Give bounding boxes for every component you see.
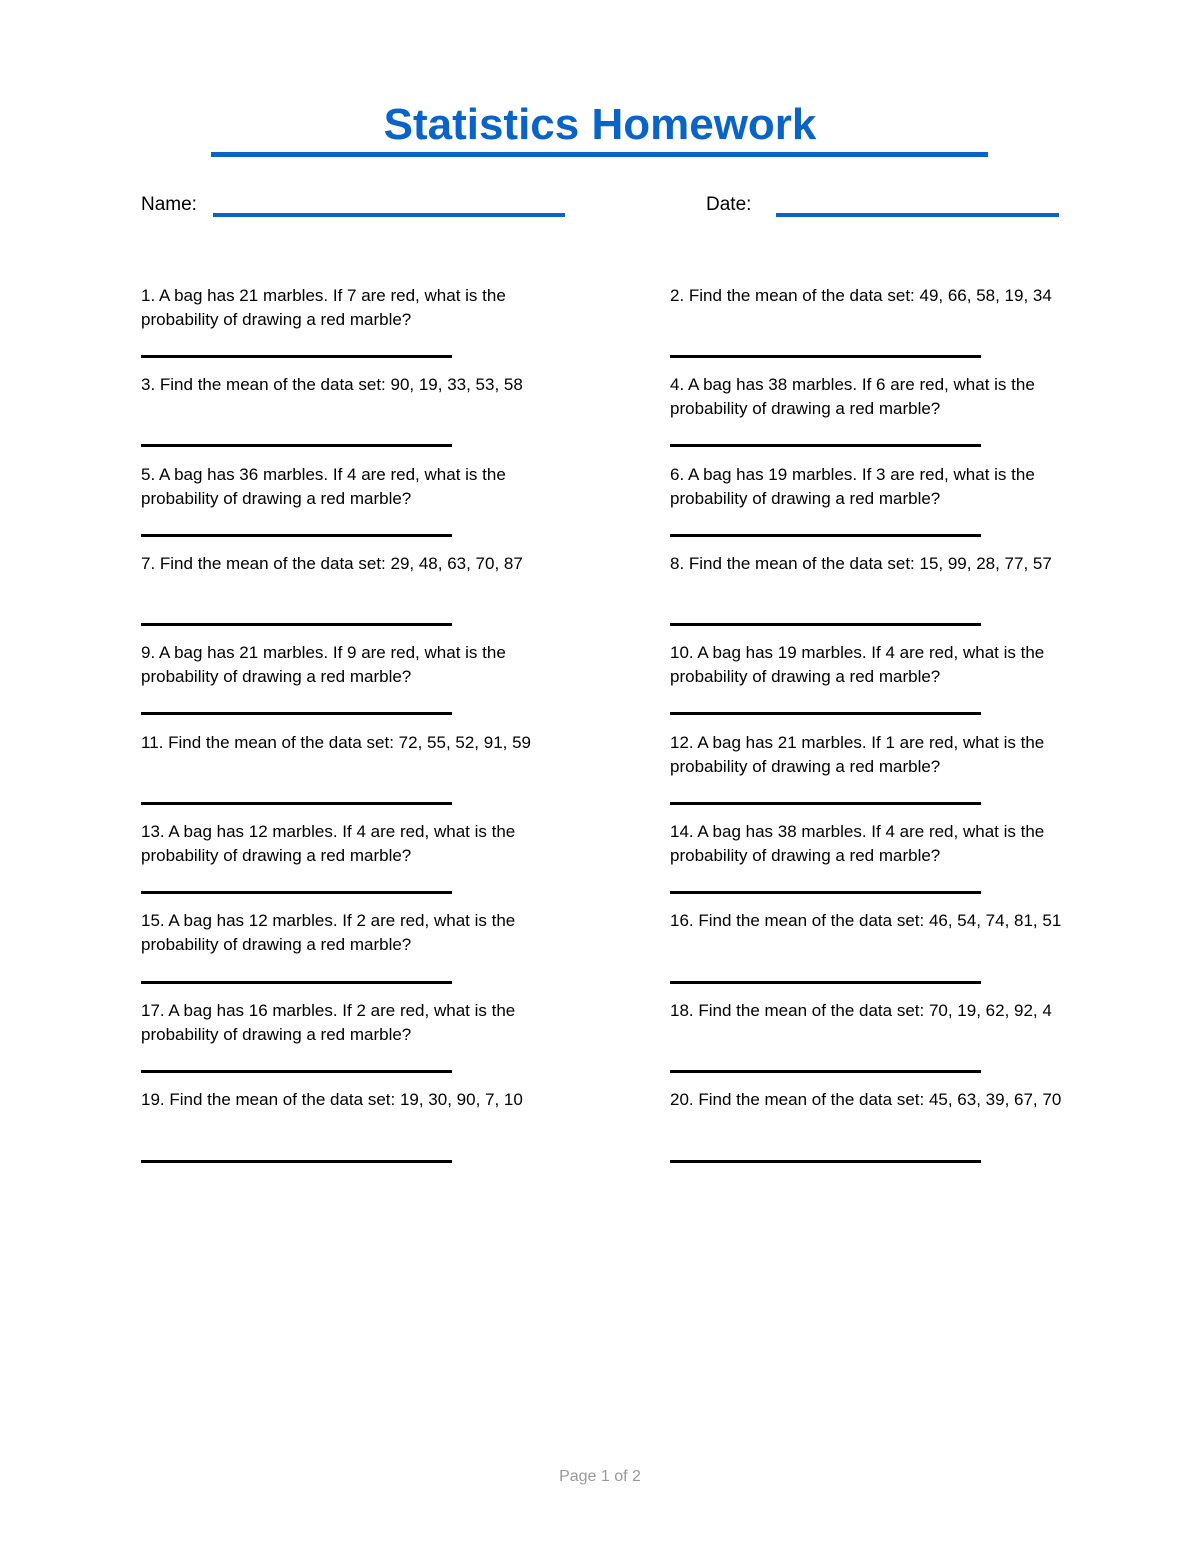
- answer-line-9[interactable]: [141, 712, 452, 715]
- question-7: 7. Find the mean of the data set: 29, 48, 63, 70, 87: [141, 554, 523, 573]
- answer-line-14[interactable]: [670, 891, 981, 894]
- answer-line-13[interactable]: [141, 891, 452, 894]
- page-title: Statistics Homework: [383, 100, 817, 149]
- question-16: 16. Find the mean of the data set: 46, 54, 74, 81, 51: [670, 911, 1062, 930]
- answer-line-11[interactable]: [141, 802, 452, 805]
- question-3: 3. Find the mean of the data set: 90, 19, 33, 53, 58: [141, 375, 523, 394]
- answer-line-17[interactable]: [141, 1070, 452, 1073]
- answer-line-2[interactable]: [670, 355, 981, 358]
- answer-line-10[interactable]: [670, 712, 981, 715]
- question-14: 14. A bag has 38 marbles. If 4 are red, what is the probability of drawing a red marble?: [670, 822, 1045, 865]
- answer-line-1[interactable]: [141, 355, 452, 358]
- answer-line-16[interactable]: [670, 981, 981, 984]
- date-field-line[interactable]: [776, 213, 1059, 217]
- question-12: 12. A bag has 21 marbles. If 1 are red, what is the probability of drawing a red marble?: [670, 733, 1045, 776]
- answer-line-12[interactable]: [670, 802, 981, 805]
- question-13: 13. A bag has 12 marbles. If 4 are red, what is the probability of drawing a red marble?: [141, 822, 516, 865]
- answer-line-15[interactable]: [141, 981, 452, 984]
- answer-line-4[interactable]: [670, 444, 981, 447]
- answer-line-8[interactable]: [670, 623, 981, 626]
- title-underline: [211, 152, 988, 157]
- question-5: 5. A bag has 36 marbles. If 4 are red, what is the probability of drawing a red marble?: [141, 465, 506, 508]
- name-label: Name:: [141, 194, 197, 215]
- name-field-line[interactable]: [213, 213, 565, 217]
- answer-line-18[interactable]: [670, 1070, 981, 1073]
- question-15: 15. A bag has 12 marbles. If 2 are red, what is the probability of drawing a red marble?: [141, 911, 516, 954]
- question-4: 4. A bag has 38 marbles. If 6 are red, what is the probability of drawing a red marble?: [670, 375, 1035, 418]
- answer-line-7[interactable]: [141, 623, 452, 626]
- question-18: 18. Find the mean of the data set: 70, 19, 62, 92, 4: [670, 1001, 1052, 1020]
- answer-line-19[interactable]: [141, 1160, 452, 1163]
- question-10: 10. A bag has 19 marbles. If 4 are red, what is the probability of drawing a red marble?: [670, 643, 1045, 686]
- question-11: 11. Find the mean of the data set: 72, 55, 52, 91, 59: [141, 733, 532, 752]
- question-19: 19. Find the mean of the data set: 19, 30, 90, 7, 10: [141, 1090, 523, 1109]
- answer-line-20[interactable]: [670, 1160, 981, 1163]
- answer-line-6[interactable]: [670, 534, 981, 537]
- question-8: 8. Find the mean of the data set: 15, 99, 28, 77, 57: [670, 554, 1052, 573]
- question-20: 20. Find the mean of the data set: 45, 63, 39, 67, 70: [670, 1090, 1062, 1109]
- answer-line-3[interactable]: [141, 444, 452, 447]
- date-label: Date:: [706, 194, 752, 215]
- question-17: 17. A bag has 16 marbles. If 2 are red, what is the probability of drawing a red marble?: [141, 1001, 516, 1044]
- page-number: Page 1 of 2: [559, 1468, 641, 1485]
- question-1: 1. A bag has 21 marbles. If 7 are red, what is the probability of drawing a red marble?: [141, 286, 506, 329]
- question-6: 6. A bag has 19 marbles. If 3 are red, what is the probability of drawing a red marble?: [670, 465, 1035, 508]
- answer-line-5[interactable]: [141, 534, 452, 537]
- question-2: 2. Find the mean of the data set: 49, 66, 58, 19, 34: [670, 286, 1052, 305]
- question-9: 9. A bag has 21 marbles. If 9 are red, what is the probability of drawing a red marble?: [141, 643, 506, 686]
